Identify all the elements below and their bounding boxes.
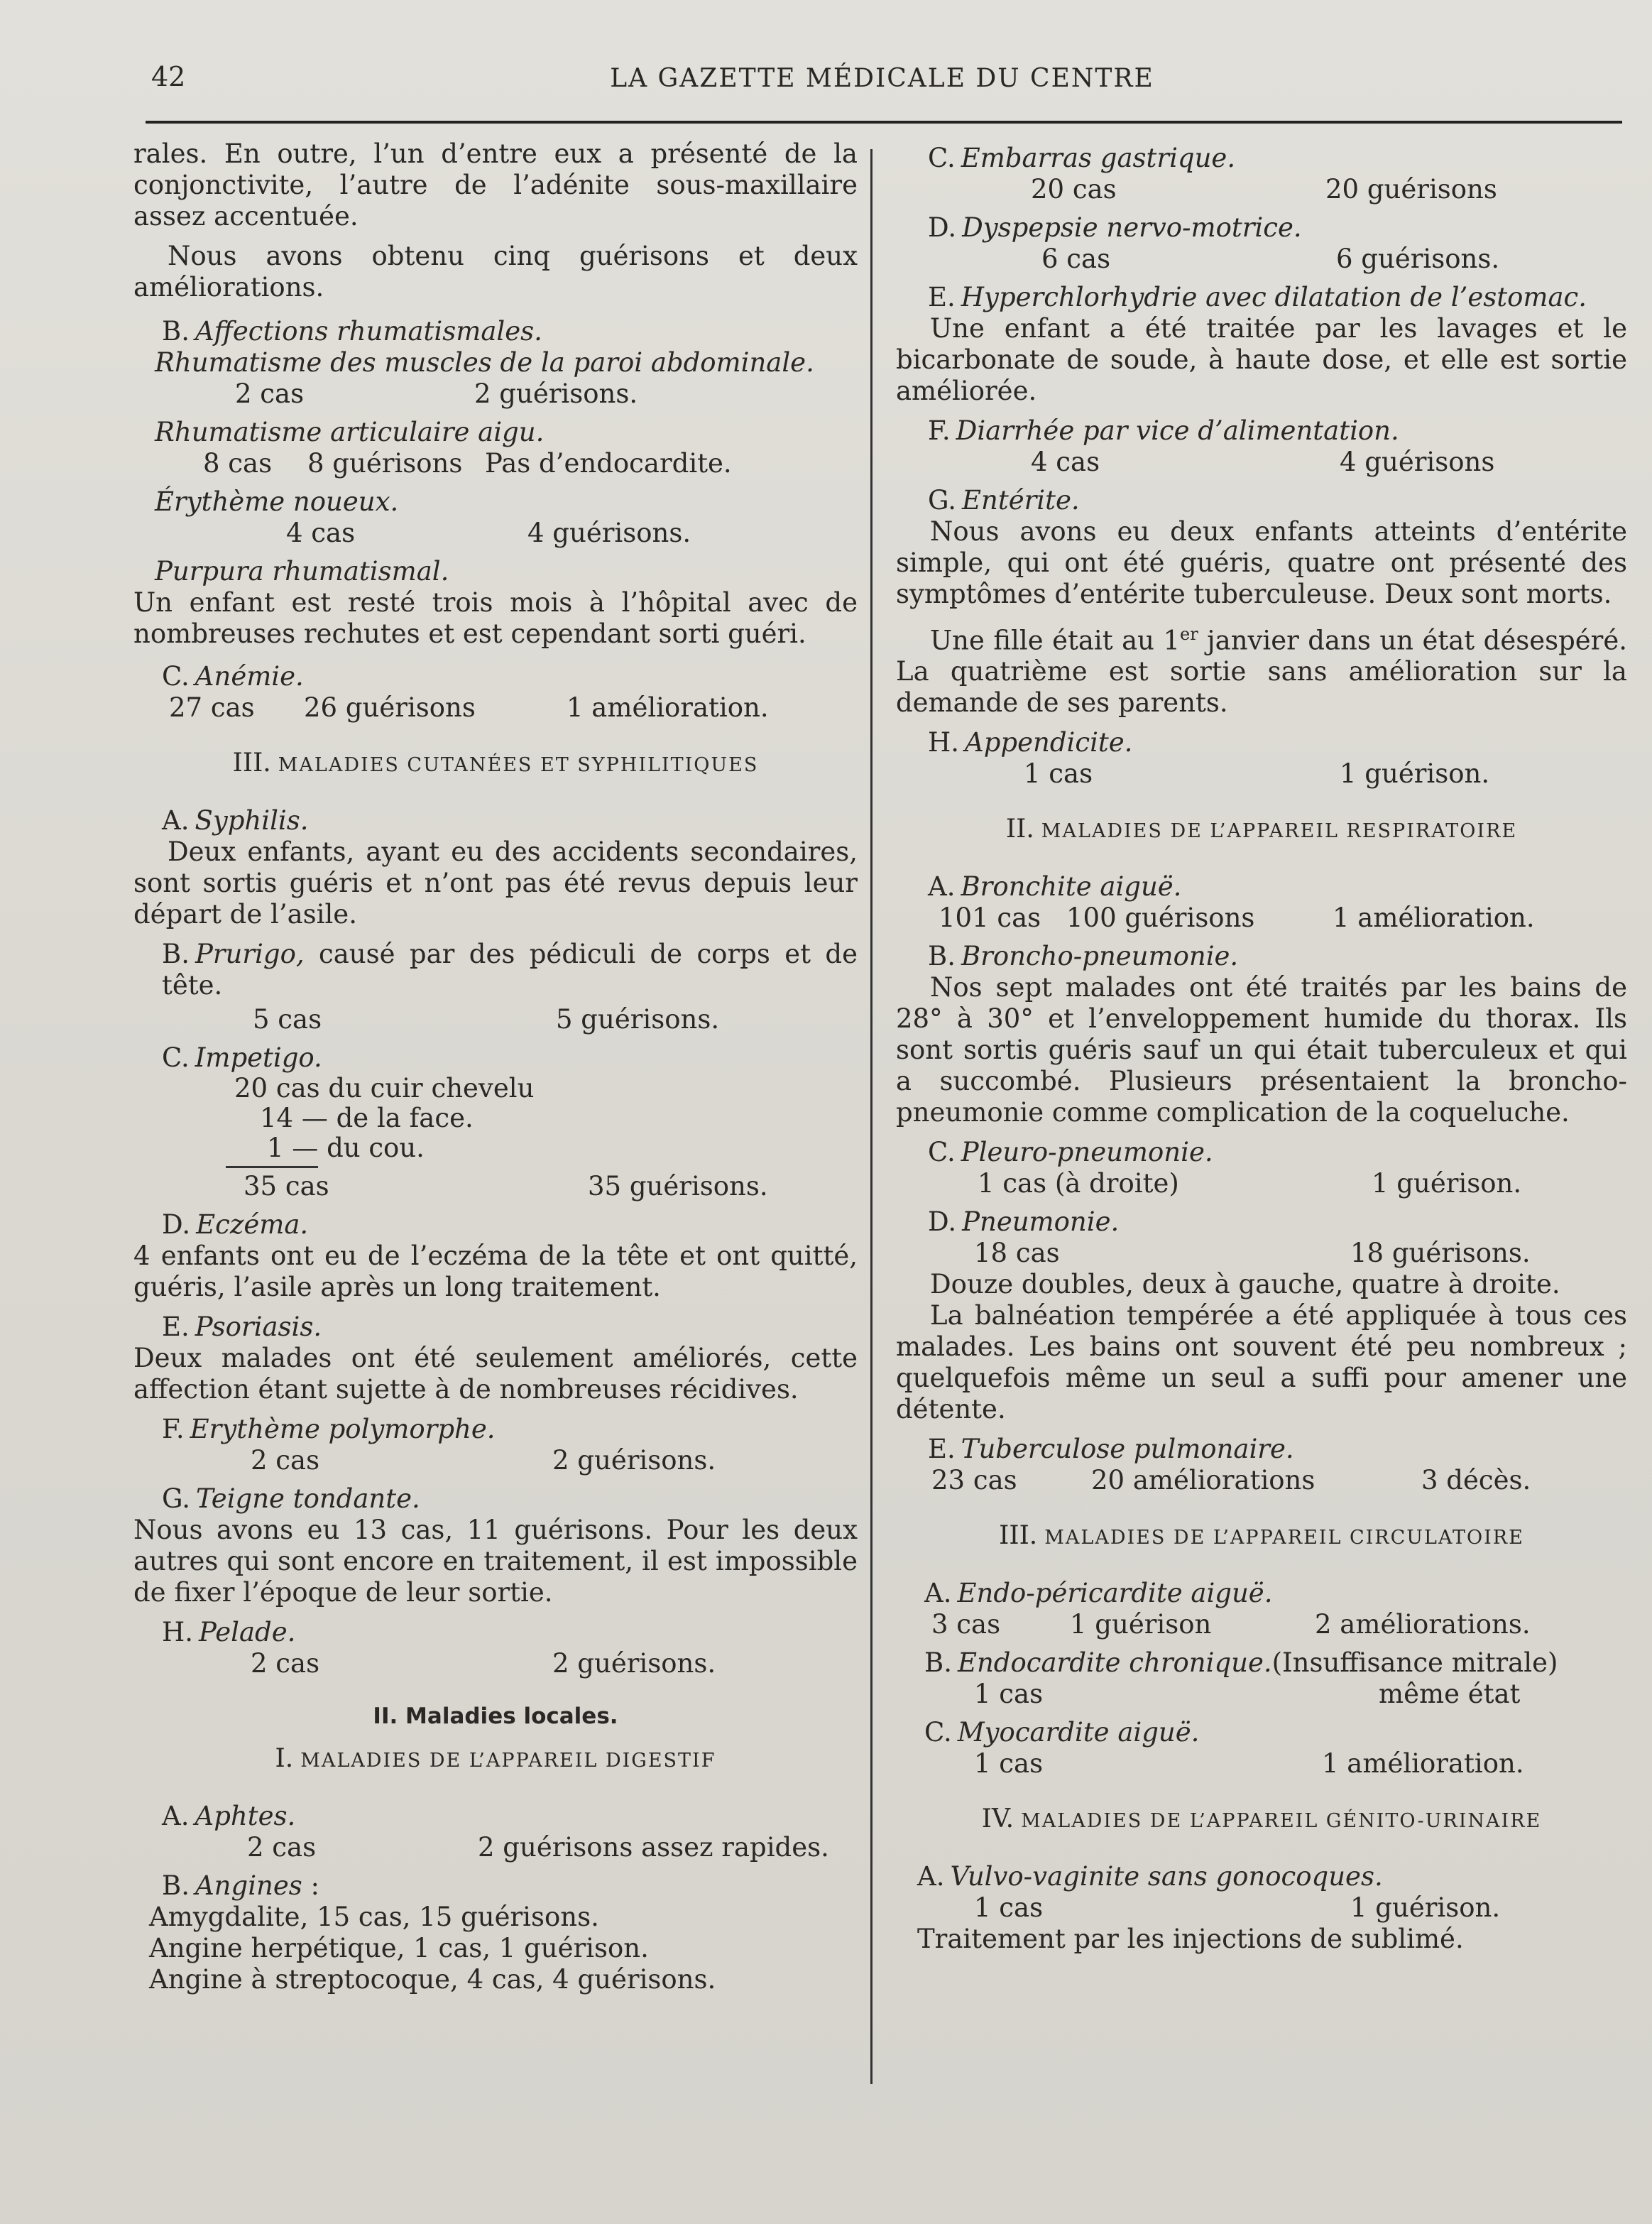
stat-outcome: 8 guérisons [307, 448, 463, 479]
section-heading [133, 1743, 858, 1777]
entry-letter: C. [924, 1717, 952, 1748]
stat-outcome: 4 guérisons [1340, 447, 1495, 477]
entry-heading [896, 1717, 1627, 1748]
entry-text: Une enfant a été traitée par les lavages et le bicarbonate de soude, à haute dose, et elle est sortie améliorée. [896, 313, 1627, 406]
entry-text: causé par des pédiculi de corps et de tête. [162, 939, 858, 1001]
stat-outcome: même état [1379, 1679, 1521, 1710]
entry-text: Traitement par les injections de sublimé. [917, 1924, 1464, 1955]
entry-heading [133, 805, 858, 836]
stat-cases: 101 cas [939, 903, 1041, 934]
entry-text [896, 618, 1627, 719]
stat-note: 3 décès. [1421, 1465, 1531, 1496]
entry-title: Eczéma. [196, 1209, 309, 1240]
section-heading [133, 748, 858, 781]
stats-row [896, 1465, 1627, 1496]
angine-line: Angine herpétique, 1 cas, 1 guérison. [149, 1933, 649, 1963]
entry-title: Hyperchlorhydrie avec dilatation de l’estomac. [961, 282, 1587, 312]
stat-cases: 1 cas [974, 1679, 1044, 1710]
stats-row [896, 1238, 1627, 1269]
entry-letter: C. [162, 661, 190, 692]
entry-letter: F. [928, 415, 951, 446]
sum-rule [226, 1166, 318, 1168]
entry-heading [896, 727, 1627, 758]
entry-heading [896, 1861, 1627, 1892]
stat-outcome: 2 guérisons assez rapides. [478, 1832, 829, 1863]
entry-letter: B. [162, 939, 190, 969]
stats-row [133, 692, 858, 724]
entry-title: Teigne tondante. [196, 1483, 420, 1514]
impetigo-line: 14 — de la face. [260, 1103, 474, 1133]
page-header [146, 55, 1619, 105]
stat-outcome: 1 amélioration. [1322, 1748, 1524, 1779]
entry-title: Endocardite chronique. [957, 1647, 1272, 1679]
stat-outcome: 35 guérisons. [588, 1171, 768, 1201]
entry-heading [896, 143, 1627, 174]
entry-letter: C. [928, 143, 956, 173]
running-title: LA GAZETTE MÉDICALE DU CENTRE [610, 64, 1154, 93]
entry-heading [896, 1434, 1627, 1465]
subentry-title: Érythème noueux. [155, 486, 399, 517]
stat-cases: 1 cas [974, 1748, 1044, 1779]
entry-heading [896, 485, 1627, 516]
entry-title: Appendicite. [965, 727, 1133, 758]
intro-paragraph: rales. En outre, l’un d’entre eux a présenté de la conjonctivite, l’autre de l’adénite sous-maxillaire assez accentuée. [133, 138, 858, 231]
stat-outcome: 100 guérisons [1066, 903, 1255, 934]
stat-cases: 2 cas [251, 1445, 320, 1476]
stat-cases: 23 cas [931, 1465, 1017, 1496]
entry-letter: B. [924, 1647, 952, 1679]
entry-text: Nous avons eu 13 cas, 11 guérisons. Pour les deux autres qui sont encore en traitement, il est impossible de fixer l’époque de leur sortie. [133, 1515, 858, 1608]
stats-row [133, 1171, 858, 1202]
entry-letter: C. [928, 1137, 956, 1168]
entry-title: Pelade. [199, 1617, 296, 1647]
entry-text: (Insuffisance mitrale) [1271, 1647, 1558, 1679]
stat-outcome: 6 guérisons. [1336, 244, 1500, 274]
entry-text: Un enfant est resté trois mois à l’hôpital avec de nombreuses rechutes et est cependant sorti guéri. [133, 587, 858, 649]
entry-letter: D. [928, 212, 957, 243]
stat-cases: 1 cas [974, 1892, 1044, 1924]
entry-letter: G. [162, 1483, 190, 1514]
entry-text-part: janvier dans un état désespéré. La quatrième est sortie sans amélioration sur la demande de ses parents. [896, 625, 1628, 719]
stats-row [133, 518, 858, 549]
entry-punct: : [302, 1870, 319, 1901]
section-heading [896, 1804, 1627, 1837]
impetigo-line: 20 cas du cuir chevelu [234, 1073, 535, 1103]
stat-outcome: 5 guérisons. [556, 1004, 720, 1035]
entry-title: Dyspepsie nervo-motrice. [962, 212, 1302, 243]
stats-row [896, 1168, 1627, 1199]
angine-line: Amygdalite, 15 cas, 15 guérisons. [149, 1902, 599, 1932]
stats-row [896, 1892, 1627, 1924]
stat-outcome: 2 guérisons. [552, 1648, 716, 1679]
entry-heading [133, 1483, 858, 1515]
entry-title: Angines [195, 1870, 302, 1901]
entry-heading [133, 1870, 858, 1902]
entry-letter: D. [162, 1209, 191, 1240]
entry-heading [896, 871, 1627, 903]
header-rule [146, 121, 1622, 124]
section-number: II. [1005, 814, 1034, 844]
intro-summary: Nous avons obtenu cinq guérisons et deux améliorations. [133, 241, 858, 302]
stats-row [133, 448, 858, 479]
stat-outcome: 26 guérisons [304, 692, 476, 723]
entry-title: Erythème polymorphe. [190, 1414, 496, 1444]
section-heading [896, 1520, 1627, 1554]
entry-title: Embarras gastrique. [961, 143, 1236, 173]
entry-letter: H. [928, 727, 960, 758]
section-title: MALADIES DE L’APPAREIL CIRCULATOIRE [1044, 1527, 1524, 1549]
stats-row [896, 903, 1627, 934]
entry-letter: E. [162, 1312, 190, 1342]
entry-heading [896, 1578, 1627, 1609]
entry-letter: B. [162, 316, 190, 347]
entry-title: Tuberculose pulmonaire. [961, 1434, 1294, 1465]
stats-row [896, 1609, 1627, 1640]
entry-text: Deux malades ont été seulement améliorés, cette affection étant sujette à de nombreuses récidives. [133, 1343, 858, 1405]
stat-note: Pas d’endocardite. [485, 448, 732, 479]
stat-cases: 2 cas [235, 378, 305, 409]
superscript: er [1180, 624, 1198, 644]
entry-heading [133, 316, 858, 347]
entry-title: Prurigo, [195, 939, 305, 969]
entry-title: Syphilis. [195, 805, 309, 836]
column-divider [870, 149, 873, 2084]
entry-heading [896, 415, 1627, 447]
stat-outcome: 1 guérison. [1340, 758, 1490, 790]
section-number: III. [999, 1521, 1038, 1551]
stat-cases: 3 cas [931, 1609, 1001, 1640]
entry-title: Aphtes. [195, 1801, 296, 1831]
entry-heading [133, 1617, 858, 1648]
stat-cases: 1 cas [1024, 758, 1093, 790]
stat-outcome: 1 guérison. [1350, 1892, 1501, 1924]
entry-text: Douze doubles, deux à gauche, quatre à droite. [930, 1269, 1560, 1300]
stats-row [896, 1748, 1627, 1779]
section-heading [896, 814, 1627, 847]
stat-cases: 18 cas [974, 1238, 1060, 1269]
stat-cases: 6 cas [1041, 244, 1111, 274]
stats-row [133, 1648, 858, 1679]
section-title: MALADIES CUTANÉES ET SYPHILITIQUES [278, 754, 759, 776]
entry-heading [133, 1801, 858, 1832]
stats-row [896, 244, 1627, 275]
entry-heading [896, 941, 1627, 972]
stats-row [896, 1679, 1627, 1710]
entry-heading [896, 1647, 1627, 1679]
angine-line: Angine à streptocoque, 4 cas, 4 guérisons. [149, 1964, 716, 1995]
entry-heading [896, 212, 1627, 244]
stat-cases: 20 cas [1031, 174, 1117, 205]
stats-row [896, 758, 1627, 790]
entry-heading [896, 1206, 1627, 1238]
stats-row [896, 174, 1627, 205]
entry-title: Impetigo. [195, 1042, 322, 1073]
entry-heading [896, 1137, 1627, 1168]
entry-title: Anémie. [195, 661, 304, 692]
stat-note: 1 amélioration. [567, 692, 769, 723]
stats-row [896, 447, 1627, 478]
entry-letter: A. [162, 1801, 190, 1831]
entry-title: Vulvo-vaginite sans gonocoques. [950, 1861, 1383, 1892]
entry-heading [896, 282, 1627, 313]
entry-letter: A. [162, 805, 190, 836]
stats-row [133, 1445, 858, 1476]
entry-letter: A. [917, 1861, 945, 1892]
entry-letter: G. [928, 485, 956, 516]
stat-cases: 5 cas [253, 1004, 322, 1035]
stat-cases: 2 cas [251, 1648, 320, 1679]
section-number: IV. [981, 1804, 1014, 1834]
entry-text-part: Une fille était au 1 [930, 625, 1180, 656]
entry-heading [133, 1209, 858, 1241]
stat-outcome: 1 guérison. [1372, 1168, 1522, 1199]
entry-title: Myocardite aiguë. [957, 1717, 1200, 1748]
entry-letter: F. [162, 1414, 185, 1444]
entry-letter: B. [162, 1870, 190, 1901]
entry-title: Pneumonie. [962, 1206, 1120, 1238]
entry-text: La balnéation tempérée a été appliquée à tous ces malades. Les bains ont souvent été peu nombreux ; quelquefois même un seul a suffi pour amener une détente. [896, 1300, 1627, 1425]
stat-outcome: 20 guérisons [1325, 174, 1497, 205]
entry-letter: H. [162, 1617, 194, 1647]
entry-heading [133, 1312, 858, 1343]
stat-outcome: 20 améliorations [1091, 1465, 1315, 1496]
left-column [133, 138, 858, 1995]
stat-outcome: 2 guérisons. [474, 378, 638, 409]
entry-title: Affections rhumatismales. [195, 316, 542, 347]
stat-outcome: 4 guérisons. [527, 518, 691, 548]
subentry-title: Rhumatisme articulaire aigu. [155, 417, 545, 447]
right-column [896, 138, 1627, 1963]
stat-outcome: 18 guérisons. [1350, 1238, 1531, 1269]
entry-letter: E. [928, 282, 956, 312]
stat-note: 2 améliorations. [1315, 1609, 1531, 1640]
entry-title: Psoriasis. [195, 1312, 322, 1342]
section-number: III. [232, 748, 271, 778]
subentry-title: Purpura rhumatismal. [155, 556, 449, 587]
entry-letter: A. [928, 871, 956, 903]
entry-title: Endo-péricardite aiguë. [957, 1578, 1273, 1609]
entry-text: Nos sept malades ont été traités par les bains de 28° à 30° et l’enveloppement humide du thorax. Ils sont sortis guéris sauf un qui était tuberculeux et qui a succombé. Plusieurs présentaient la broncho-pneumonie comme complication de la coqueluche. [896, 972, 1627, 1128]
entry-text: 4 enfants ont eu de l’eczéma de la tête et ont quitté, guéris, l’asile après un long traitement. [133, 1241, 858, 1302]
subentry-title: Rhumatisme des muscles de la paroi abdominale. [155, 347, 814, 378]
entry-title: Broncho-pneumonie. [961, 941, 1239, 972]
entry-heading [133, 661, 858, 692]
stat-cases: 27 cas [169, 692, 255, 723]
entry-text: Nous avons eu deux enfants atteints d’entérite simple, qui ont été guéris, quatre ont présenté des symptômes d’entérite tuberculeuse. Deux sont morts. [896, 516, 1627, 609]
impetigo-line: 1 — du cou. [267, 1133, 425, 1163]
entry-title: Pleuro-pneumonie. [961, 1137, 1213, 1168]
part-heading: II. Maladies locales. [373, 1704, 618, 1729]
entry-letter: E. [928, 1434, 956, 1465]
entry-title: Diarrhée par vice d’alimentation. [956, 415, 1399, 446]
stat-cases: 4 cas [286, 518, 356, 548]
stat-cases: 35 cas [244, 1171, 329, 1201]
stat-outcome: 1 guérison [1070, 1609, 1212, 1640]
section-number: I. [275, 1744, 294, 1773]
stats-row [133, 1004, 858, 1035]
stat-cases: 2 cas [247, 1832, 317, 1863]
entry-letter: C. [162, 1042, 190, 1073]
entry-title: Bronchite aiguë. [961, 871, 1182, 903]
entry-letter: A. [924, 1578, 952, 1609]
entry-letter: D. [928, 1206, 957, 1238]
section-title: MALADIES DE L’APPAREIL DIGESTIF [300, 1750, 716, 1772]
stat-cases: 1 cas (à droite) [978, 1168, 1179, 1199]
stat-cases: 4 cas [1031, 447, 1100, 477]
entry-heading [133, 1042, 858, 1074]
stat-outcome: 2 guérisons. [552, 1445, 716, 1476]
entry-title: Entérite. [962, 485, 1080, 516]
stats-row [133, 1832, 858, 1863]
page-number: 42 [151, 61, 186, 92]
entry-text: Deux enfants, ayant eu des accidents secondaires, sont sortis guéris et n’ont pas été revus depuis leur départ de l’asile. [133, 836, 858, 930]
section-title: MALADIES DE L’APPAREIL GÉNITO-URINAIRE [1021, 1810, 1542, 1833]
section-title: MALADIES DE L’APPAREIL RESPIRATOIRE [1041, 820, 1518, 843]
stat-note: 1 amélioration. [1333, 903, 1535, 934]
entry-heading [133, 1414, 858, 1445]
stat-cases: 8 cas [203, 448, 273, 479]
entry-letter: B. [928, 941, 956, 972]
entry-heading [133, 939, 858, 1001]
stats-row [133, 378, 858, 410]
